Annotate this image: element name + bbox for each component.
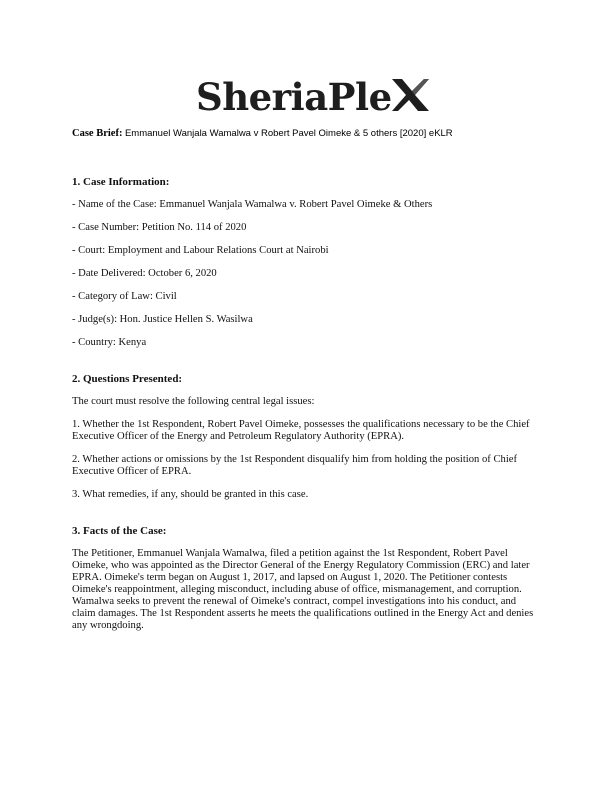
category-line: - Category of Law: Civil bbox=[72, 291, 177, 302]
section-heading: 1. Case Information: bbox=[72, 176, 170, 188]
judges-line: - Judge(s): Hon. Justice Hellen S. Wasilwa bbox=[72, 314, 253, 325]
question-2: 2. Whether actions or omissions by the 1st Respondent disqualify him from holding the position of Chief Executive Officer of EPRA. bbox=[72, 454, 517, 477]
case-brief-title: Emmanuel Wanjala Wamalwa v Robert Pavel Oimeke & 5 others [2020] eKLR bbox=[124, 128, 453, 139]
date-delivered-line: - Date Delivered: October 6, 2020 bbox=[72, 268, 217, 279]
case-brief-label: Case Brief: bbox=[72, 128, 123, 139]
case-name-line: - Name of the Case: Emmanuel Wanjala Wamalwa v. Robert Pavel Oimeke & Others bbox=[72, 199, 433, 210]
section-heading: 2. Questions Presented: bbox=[72, 373, 183, 385]
question-3: 3. What remedies, if any, should be granted in this case. bbox=[72, 489, 309, 500]
section-questions-presented bbox=[72, 373, 542, 501]
section-heading: 3. Facts of the Case: bbox=[72, 525, 167, 537]
questions-intro: The court must resolve the following central legal issues: bbox=[72, 396, 315, 407]
section-facts bbox=[72, 525, 542, 632]
question-1: 1. Whether the 1st Respondent, Robert Pavel Oimeke, possesses the qualifications necessary to be the Chief Executive Officer of the Energy and Petroleum Regulatory Authority (EPRA). bbox=[72, 419, 530, 442]
case-brief-line bbox=[72, 128, 453, 139]
country-line: - Country: Kenya bbox=[72, 337, 147, 348]
x-mark-icon bbox=[390, 77, 430, 118]
case-number-line: - Case Number: Petition No. 114 of 2020 bbox=[72, 222, 247, 233]
facts-paragraph: The Petitioner, Emmanuel Wanjala Wamalwa, filed a petition against the 1st Respondent, Robert Pavel Oimeke, who was appointed as the Director General of the Energy Regulatory Commission (ERC) and later EPRA. Oimeke's term began on August 1, 2017, and lapsed on August 1, 2020. The Petitioner contests Oimeke's reappointment, alleging misconduct, including abuse of office, mismanagement, and corruption. Wamalwa seeks to prevent the renewal of Oimeke's contract, compel investigations into his conduct, and claim damages. The 1st Respondent asserts he meets the qualifications outlined in the Energy Act and denies any wrongdoing. bbox=[72, 548, 534, 631]
document-body bbox=[72, 160, 542, 643]
sheriaplex-logo bbox=[196, 74, 430, 120]
logo-text: SheriaPle bbox=[196, 74, 392, 119]
section-case-information bbox=[72, 176, 542, 349]
court-line: - Court: Employment and Labour Relations Court at Nairobi bbox=[72, 245, 329, 256]
